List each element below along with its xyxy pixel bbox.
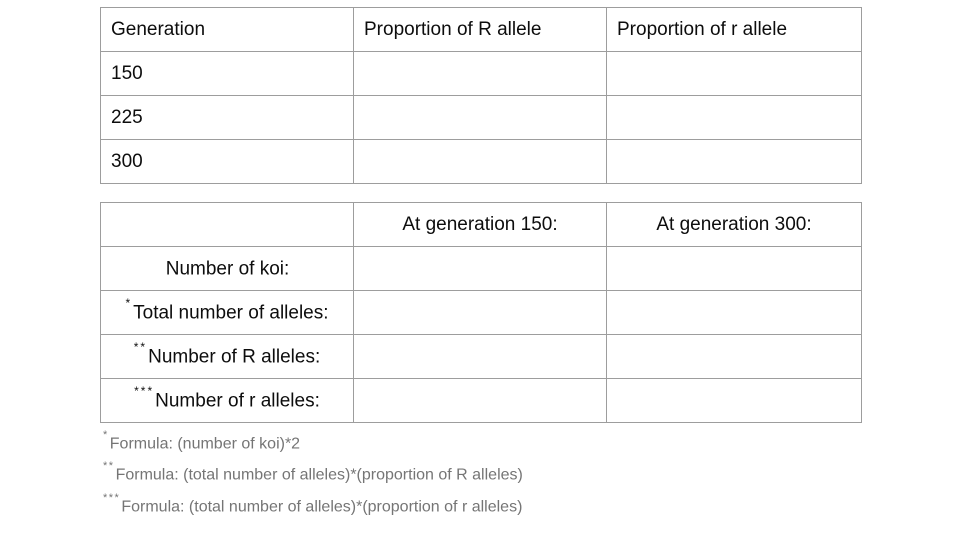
- row-label-cell: [101, 247, 354, 291]
- gen300-answer-cell[interactable]: [607, 291, 862, 335]
- footnote: [103, 489, 523, 520]
- table-row: [101, 247, 862, 291]
- asterisk-marker: **: [103, 460, 115, 473]
- prop-R-answer-cell[interactable]: [354, 52, 607, 96]
- generation-cell: 225: [101, 96, 354, 140]
- footnote-text: Formula: (number of koi)*2: [109, 435, 301, 453]
- footnotes: [103, 426, 523, 520]
- table-row: [101, 96, 862, 140]
- table-row: [101, 52, 862, 96]
- footnote-text: Formula: (total number of alleles)*(proportion of R alleles): [115, 466, 523, 484]
- table-header-row: [101, 203, 862, 247]
- prop-r-answer-cell[interactable]: [607, 52, 862, 96]
- allele-proportions-table: [100, 7, 862, 184]
- asterisk-marker: ***: [103, 491, 121, 504]
- gen150-answer-cell[interactable]: [354, 247, 607, 291]
- footnote: [103, 426, 523, 457]
- asterisk-marker: *: [103, 429, 109, 441]
- generation-cell: 300: [101, 140, 354, 184]
- gen150-answer-cell[interactable]: [354, 335, 607, 379]
- asterisk-marker: *: [125, 296, 133, 311]
- table-row: [101, 140, 862, 184]
- row-label: Total number of alleles:: [133, 302, 329, 324]
- gen300-answer-cell[interactable]: [607, 335, 862, 379]
- gen150-answer-cell[interactable]: [354, 291, 607, 335]
- gen300-answer-cell[interactable]: [607, 247, 862, 291]
- asterisk-marker: **: [133, 340, 148, 355]
- proportion-r-header: Proportion of r allele: [607, 8, 862, 52]
- allele-counts-table: [100, 202, 862, 423]
- table-row: [101, 335, 862, 379]
- row-label: Number of R alleles:: [148, 346, 321, 368]
- generation-header: Generation: [101, 8, 354, 52]
- gen150-answer-cell[interactable]: [354, 379, 607, 423]
- proportion-R-header: Proportion of R allele: [354, 8, 607, 52]
- footnote-text: Formula: (total number of alleles)*(proportion of r alleles): [121, 497, 523, 515]
- row-label-cell: [101, 335, 354, 379]
- row-label-cell: [101, 379, 354, 423]
- prop-r-answer-cell[interactable]: [607, 96, 862, 140]
- at-generation-150-header: At generation 150:: [354, 203, 607, 247]
- at-generation-300-header: At generation 300:: [607, 203, 862, 247]
- row-label: Number of r alleles:: [155, 390, 320, 412]
- table-row: [101, 291, 862, 335]
- footnote: [103, 457, 523, 488]
- generation-cell: 150: [101, 52, 354, 96]
- prop-R-answer-cell[interactable]: [354, 140, 607, 184]
- table-header-row: [101, 8, 862, 52]
- corner-cell: [101, 203, 354, 247]
- prop-R-answer-cell[interactable]: [354, 96, 607, 140]
- table-row: [101, 379, 862, 423]
- row-label: Number of koi:: [165, 258, 290, 280]
- row-label-cell: [101, 291, 354, 335]
- asterisk-marker: ***: [134, 384, 155, 399]
- gen300-answer-cell[interactable]: [607, 379, 862, 423]
- prop-r-answer-cell[interactable]: [607, 140, 862, 184]
